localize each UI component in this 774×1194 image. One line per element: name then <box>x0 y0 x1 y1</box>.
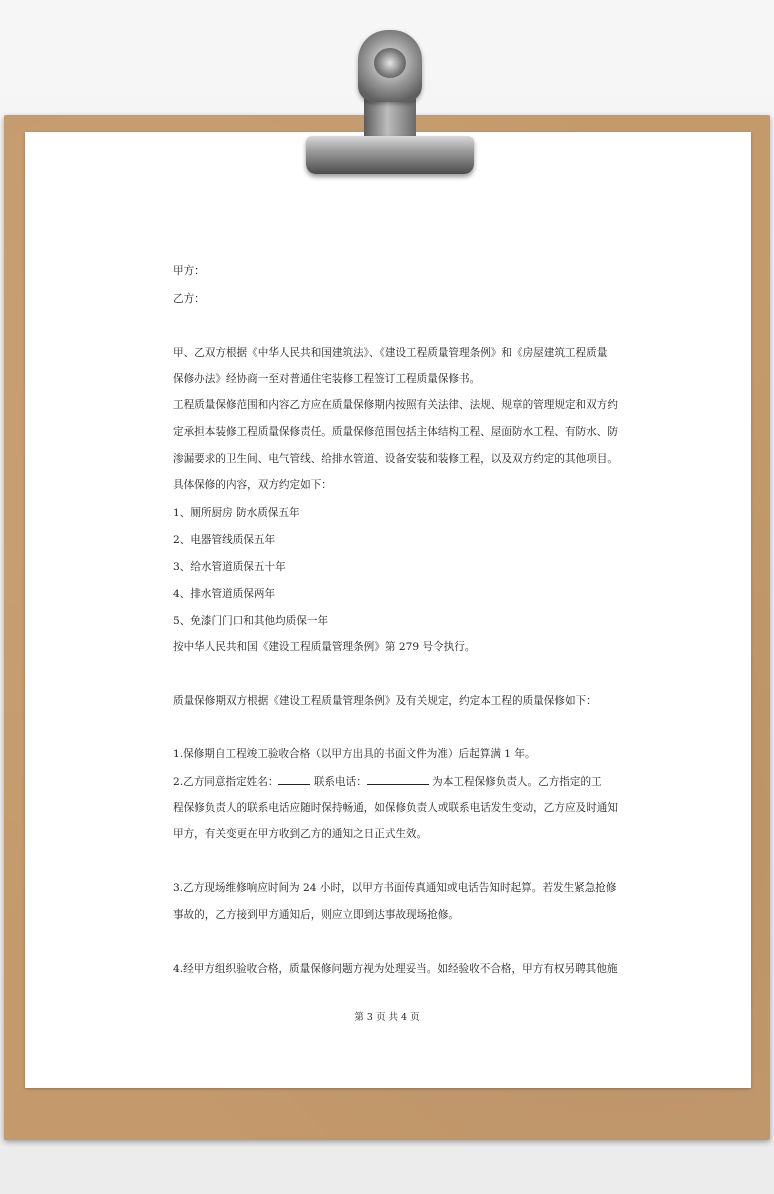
clip-ring-hole <box>374 48 406 78</box>
binder-clip-ring <box>358 30 422 102</box>
clause-2-name-label: 2.乙方同意指定姓名： <box>173 776 279 788</box>
list-item: 5、免漆门门口和其他均质保一年 <box>173 615 329 627</box>
list-item: 4、排水管道质保两年 <box>173 588 276 600</box>
party-a-label: 甲方： <box>173 265 205 277</box>
list-item: 1、厕所厨房 防水质保五年 <box>173 507 300 519</box>
clause-2-phone-label: 联系电话： <box>310 776 367 788</box>
party-b-label: 乙方： <box>173 293 205 305</box>
clause-4-line-1: 4.经甲方组织验收合格，质量保修问题方视为处理妥当。如经验收不合格，甲方有权另聘其他施 <box>173 963 618 975</box>
clause-1: 1.保修期自工程竣工验收合格（以甲方出具的书面文件为准）后起算满 1 年。 <box>173 748 536 760</box>
list-item: 3、给水管道质保五十年 <box>173 561 286 573</box>
scope-line-1: 工程质量保修范围和内容乙方应在质量保修期内按照有关法律、法规、规章的管理规定和双方约 <box>173 399 618 411</box>
scope-line-3: 渗漏要求的卫生间、电气管线、给排水管道、设备安装和装修工程，以及双方约定的其他项目。 <box>173 453 618 465</box>
intro-line-1: 甲、乙双方根据《中华人民共和国建筑法》、《建设工程质量管理条例》和《房屋建筑工程质量 <box>173 347 608 359</box>
page-footer: 第 3 页 共 4 页 <box>354 1012 420 1023</box>
binder-clip-plate <box>306 136 474 174</box>
period-intro-line: 质量保修期双方根据《建设工程质量管理条例》及有关规定，约定本工程的质量保修如下： <box>173 695 597 707</box>
name-blank <box>278 774 310 785</box>
phone-blank <box>367 774 429 785</box>
clause-2-line-1 <box>173 774 602 789</box>
clause-3-line-1: 3.乙方现场维修响应时间为 24 小时，以甲方书面传真通知或电话告知时起算。若发生紧急抢修 <box>173 882 617 894</box>
list-item: 2、电器管线质保五年 <box>173 534 276 546</box>
document-paper <box>25 132 751 1088</box>
scope-line-2: 定承担本装修工程质量保修责任。质量保修范围包括主体结构工程、屋面防水工程、有防水、防 <box>173 426 618 438</box>
intro-line-2: 保修办法》经协商一至对普通住宅装修工程签订工程质量保修书。 <box>173 373 481 385</box>
clause-2-tail: 为本工程保修负责人。乙方指定的工 <box>428 776 602 788</box>
scope-line-4: 具体保修的内容，双方约定如下： <box>173 479 332 491</box>
clause-3-line-2: 事故的，乙方接到甲方通知后，则应立即到达事故现场抢修。 <box>173 909 460 921</box>
clause-2-line-3: 甲方，有关变更在甲方收到乙方的通知之日正式生效。 <box>173 828 428 840</box>
decree-line: 按中华人民共和国《建设工程质量管理条例》第 279 号令执行。 <box>173 641 476 653</box>
clause-2-line-2: 程保修负责人的联系电话应随时保持畅通，如保修负责人或联系电话发生变动，乙方应及时通知 <box>173 802 618 814</box>
